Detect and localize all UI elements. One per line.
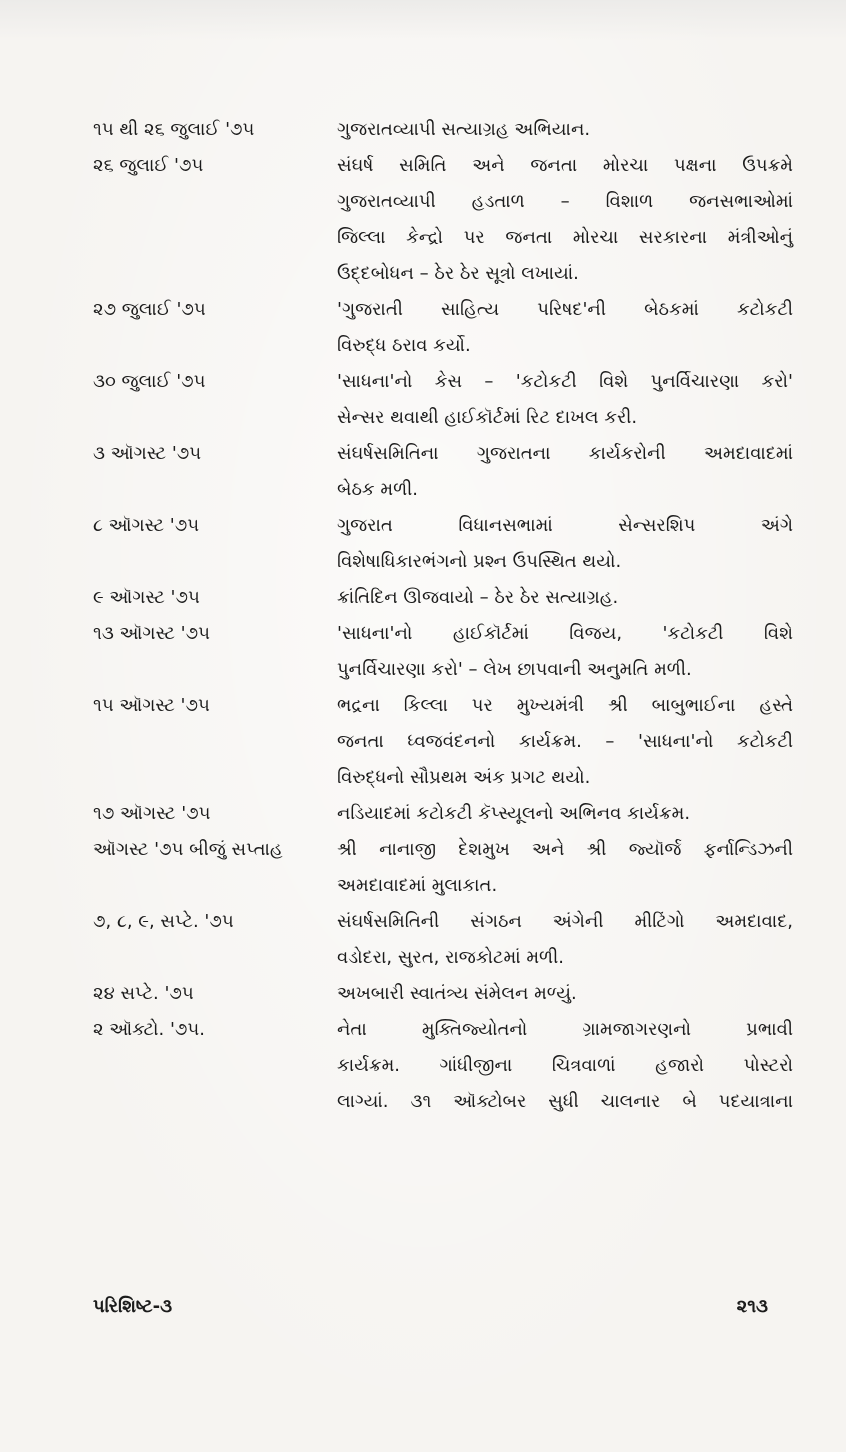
chronology-entry xyxy=(93,148,793,292)
chronology-entry xyxy=(93,292,793,364)
entry-date: ૨ ઑક્ટો. '૭૫. xyxy=(93,1019,205,1040)
entry-line: શ્રી નાનાજી દેશમુખ અને શ્રી જ્યૉર્જ ફર્નાન્ડિઝની xyxy=(337,839,793,860)
entry-line: અખબારી સ્વાતંત્ર્ય સંમેલન મળ્યું. xyxy=(337,983,577,1004)
entry-line: પુનર્વિચારણા કરો' – લેખ છાપવાની અનુમતિ મળી. xyxy=(337,659,692,680)
entry-line: 'સાધના'નો હાઈકૉર્ટમાં વિજય, 'કટોકટી વિશે xyxy=(337,623,793,644)
entry-date: ૮ ઑગસ્ટ '૭૫ xyxy=(93,515,200,536)
entry-date: ૧૩ ઑગસ્ટ '૭૫ xyxy=(93,623,210,644)
chronology-entry xyxy=(93,1012,793,1120)
chronology-entry xyxy=(93,832,793,904)
entry-date: ૨૬ જુલાઈ '૭૫ xyxy=(93,155,204,176)
entry-line: વડોદરા, સુરત, રાજકોટમાં મળી. xyxy=(337,947,564,968)
entry-line: નડિયાદમાં કટોકટી કૅપ્સ્યૂલનો અભિનવ કાર્યક્રમ. xyxy=(337,803,691,824)
entry-line: નેતા મુક્તિજ્યોતનો ગ્રામજાગરણનો પ્રભાવી xyxy=(337,1019,793,1040)
entry-line: જનતા ધ્વજવંદનનો કાર્યક્રમ. – 'સાધના'નો કટોકટી xyxy=(337,731,793,752)
entry-date: ૭, ૮, ૯, સપ્ટે. '૭૫ xyxy=(93,911,234,932)
entry-line: બેઠક મળી. xyxy=(337,479,418,500)
entry-date: ૯ ઑગસ્ટ '૭૫ xyxy=(93,587,200,608)
entry-date: ૨૭ જુલાઈ '૭૫ xyxy=(93,299,206,320)
entry-line: ઉદ્દબોધન – ઠેર ઠેર સૂત્રો લખાયાં. xyxy=(337,263,579,284)
entry-description xyxy=(337,508,793,580)
chronology-entry xyxy=(93,580,793,616)
entry-line: ગુજરાતવ્યાપી સત્યાગ્રહ અભિયાન. xyxy=(337,119,591,140)
entry-description xyxy=(337,616,793,688)
entry-description xyxy=(337,904,793,976)
entry-line: સંઘર્ષ સમિતિ અને જનતા મોરચા પક્ષના ઉપક્રમે xyxy=(337,155,793,176)
chronology-list xyxy=(93,112,793,1120)
entry-description xyxy=(337,976,793,1012)
entry-description xyxy=(337,1012,793,1120)
entry-line: વિશેષાધિકારભંગનો પ્રશ્ન ઉપસ્થિત થયો. xyxy=(337,551,622,572)
chronology-entry xyxy=(93,904,793,976)
entry-description xyxy=(337,688,793,796)
chronology-entry xyxy=(93,112,793,148)
entry-line: ક્રાંતિદિન ઊજવાયો – ઠેર ઠેર સત્યાગ્રહ. xyxy=(337,587,619,608)
entry-description xyxy=(337,796,793,832)
entry-description xyxy=(337,832,793,904)
entry-line: જિલ્લા કેન્દ્રો પર જનતા મોરચા સરકારના મંત્રીઓનું xyxy=(337,227,793,248)
entry-date: ૧૭ ઑગસ્ટ '૭૫ xyxy=(93,803,211,824)
chronology-entry xyxy=(93,508,793,580)
entry-line: ગુજરાત વિધાનસભામાં સેન્સરશિપ અંગે xyxy=(337,515,793,536)
entry-line: 'સાધના'નો કેસ – 'કટોકટી વિશે પુનર્વિચારણા કરો' xyxy=(337,371,793,392)
page-number: ૨૧૩ xyxy=(736,1296,768,1317)
entry-description xyxy=(337,436,793,508)
entry-date: ૩૦ જુલાઈ '૭૫ xyxy=(93,371,206,392)
appendix-label: પરિશિષ્ટ-૩ xyxy=(93,1296,173,1317)
entry-description xyxy=(337,112,793,148)
entry-description xyxy=(337,580,793,616)
entry-description xyxy=(337,148,793,292)
entry-description xyxy=(337,364,793,436)
page-top-edge xyxy=(0,0,846,40)
entry-line: સંઘર્ષસમિતિના ગુજરાતના કાર્યકરોની અમદાવાદમાં xyxy=(337,443,793,464)
chronology-entry xyxy=(93,436,793,508)
entry-line: કાર્યક્રમ. ગાંધીજીના ચિત્રવાળાં હજારો પોસ્ટરો xyxy=(337,1055,793,1076)
entry-line: 'ગુજરાતી સાહિત્ય પરિષદ'ની બેઠકમાં કટોકટી xyxy=(337,299,793,320)
entry-date: ઑગસ્ટ '૭૫ બીજું સપ્તાહ xyxy=(93,839,283,860)
entry-date: ૧૫ થી ૨૬ જુલાઈ '૭૫ xyxy=(93,119,255,140)
entry-line: ગુજરાતવ્યાપી હડતાળ – વિશાળ જનસભાઓમાં xyxy=(337,191,793,212)
chronology-entry xyxy=(93,616,793,688)
entry-line: સેન્સર થવાથી હાઈકૉર્ટમાં રિટ દાખલ કરી. xyxy=(337,407,638,428)
entry-date: ૩ ઑગસ્ટ '૭૫ xyxy=(93,443,202,464)
entry-line: ભદ્રના કિલ્લા પર મુખ્યમંત્રી શ્રી બાબુભાઈના હસ્તે xyxy=(337,695,793,716)
entry-line: સંઘર્ષસમિતિની સંગઠન અંગેની મીટિંગો અમદાવાદ, xyxy=(337,911,793,932)
entry-date: ૨૪ સપ્ટે. '૭૫ xyxy=(93,983,194,1004)
chronology-entry xyxy=(93,796,793,832)
entry-line: લાગ્યાં. ૩૧ ઑક્ટોબર સુધી ચાલનાર બે પદયાત્રાના xyxy=(337,1091,793,1112)
chronology-entry xyxy=(93,688,793,796)
chronology-entry xyxy=(93,976,793,1012)
entry-line: વિરુદ્ધનો સૌપ્રથમ અંક પ્રગટ થયો. xyxy=(337,767,591,788)
entry-date: ૧૫ ઑગસ્ટ '૭૫ xyxy=(93,695,210,716)
chronology-entry xyxy=(93,364,793,436)
entry-line: અમદાવાદમાં મુલાકાત. xyxy=(337,875,498,896)
entry-line: વિરુદ્ધ ઠરાવ કર્યો. xyxy=(337,335,471,356)
entry-description xyxy=(337,292,793,364)
